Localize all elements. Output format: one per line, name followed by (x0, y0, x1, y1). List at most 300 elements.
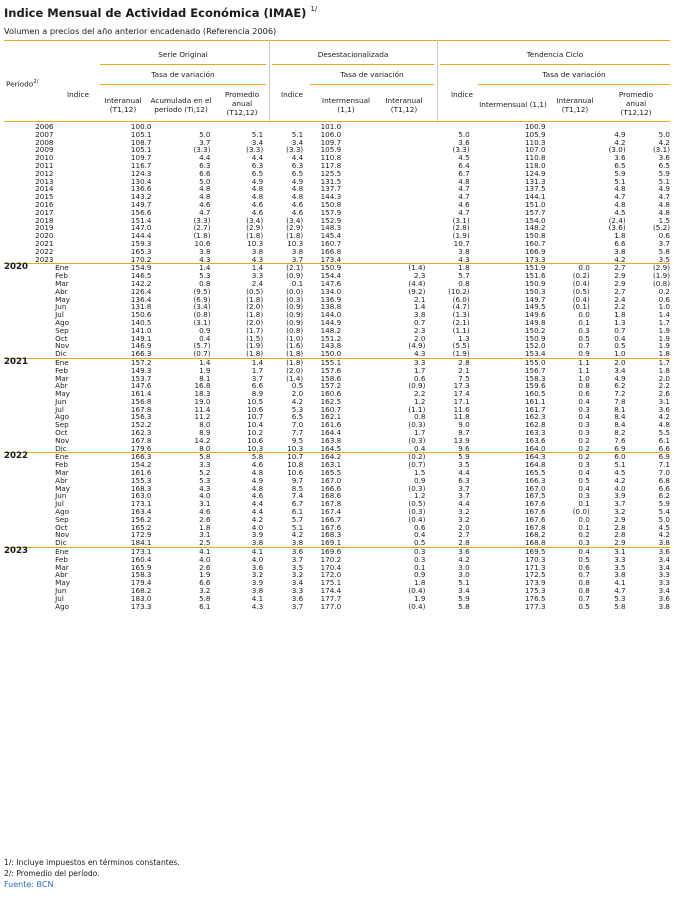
cell-tc-interanual: 3.8 (614, 570, 626, 580)
cell-de-interanual: (1.9) (452, 349, 470, 359)
cell-de-indice: 173.4 (320, 254, 342, 264)
desestacionalizada-tasa-rule (310, 84, 434, 85)
year-cell (4, 232, 27, 240)
year-cell (4, 217, 27, 225)
year-cell (4, 335, 27, 343)
cell-tc-interanual: 4.2 (614, 475, 626, 485)
cell-so-acumulada: 4.3 (251, 254, 264, 264)
cell-so-acumulada: 4.2 (251, 514, 264, 524)
cell-tc-interanual: 4.7 (614, 192, 626, 202)
cell-so-interanual: 5.8 (152, 453, 211, 461)
header-tc-interanual: Interanual (T1,12) (556, 96, 594, 114)
cell-tc-indice: 105.9 (524, 129, 546, 139)
period-label: Jun (55, 491, 67, 501)
cell-tc-promedio: 1.5 (658, 215, 670, 225)
cell-so-acumulada: 10.6 (247, 435, 264, 445)
cell-so-promedio: 4.4 (291, 153, 304, 163)
cell-tc-intermensual: (0.5) (572, 286, 590, 296)
cell-so-interanual: 4.0 (199, 491, 211, 501)
cell-tc-interanual: 8.4 (614, 412, 626, 422)
cell-tc-promedio: 7.0 (658, 468, 670, 478)
cell-de-interanual: 4.8 (458, 176, 470, 186)
cell-tc-indice: 166.3 (524, 475, 546, 485)
cell-so-promedio: 5.1 (291, 522, 304, 532)
cell-tc-intermensual: 0.8 (578, 578, 590, 588)
period-label: Abr (55, 570, 68, 580)
year-cell (4, 288, 27, 296)
year-cell (4, 595, 27, 603)
cell-de-interanual: 4.7 (458, 192, 470, 202)
cell-tc-interanual: 2.7 (590, 264, 626, 272)
header-de-intermensual: Intermensual (1,1) (321, 96, 371, 114)
cell-de-intermensual: 1.9 (414, 593, 426, 603)
cell-so-interanual: 16.8 (194, 381, 211, 391)
year-label: 2022 (4, 451, 28, 462)
cell-tc-indice: 167.5 (524, 491, 546, 501)
cell-tc-interanual: 2.2 (614, 302, 626, 312)
cell-so-indice: 165.2 (130, 522, 152, 532)
cell-so-interanual: 4.6 (199, 199, 211, 209)
cell-tc-promedio: 4.5 (658, 522, 670, 532)
cell-so-interanual: 5.8 (199, 593, 211, 603)
cell-de-indice: 166.8 (320, 246, 342, 256)
cell-tc-intermensual: 0.0 (578, 310, 590, 320)
cell-tc-interanual: (3.6) (608, 223, 626, 233)
cell-tc-promedio: 1.7 (626, 358, 670, 366)
cell-so-indice: 146.5 (130, 271, 152, 281)
cell-de-indice: 110.8 (320, 153, 342, 163)
year-cell (4, 193, 27, 201)
cell-de-interanual: 17.1 (453, 396, 470, 406)
cell-tc-indice: 164.3 (470, 453, 546, 461)
cell-de-indice: 144.0 (320, 310, 342, 320)
cell-so-promedio: (1.6) (286, 341, 304, 351)
cell-tc-interanual: (3.0) (608, 145, 626, 155)
cell-tc-promedio: 3.5 (658, 254, 670, 264)
source-note: Fuente: BCN (4, 880, 54, 889)
cell-so-interanual: 3.1 (199, 530, 211, 540)
cell-so-indice: 156.2 (130, 514, 152, 524)
cell-tc-intermensual: 0.7 (578, 593, 590, 603)
cell-so-indice: 150.6 (130, 310, 152, 320)
cell-tc-interanual: 1.0 (614, 349, 626, 359)
cell-de-intermensual: 4.3 (414, 349, 426, 359)
cell-de-intermensual: 0.3 (341, 548, 425, 556)
cell-so-promedio: 3.8 (291, 246, 304, 256)
period-label: 2013 (35, 176, 54, 186)
cell-tc-intermensual (546, 170, 590, 178)
cell-de-interanual: 6.4 (458, 160, 470, 170)
cell-so-acumulada: 4.4 (251, 499, 264, 509)
cell-de-indice: 155.1 (303, 358, 341, 366)
period-label: Ene (27, 548, 97, 556)
cell-tc-promedio: 4.2 (658, 137, 670, 147)
period-label: 2008 (35, 137, 54, 147)
cell-de-indice: 157.6 (320, 365, 342, 375)
cell-so-promedio: (0.0) (286, 286, 304, 296)
cell-de-interanual: 3.0 (458, 562, 470, 572)
cell-de-interanual: 17.3 (453, 381, 470, 391)
period-label: Dic (55, 443, 67, 453)
cell-so-acumulada: 4.9 (251, 475, 264, 485)
cell-tc-promedio: 3.8 (658, 538, 670, 548)
cell-tc-indice: 150.3 (524, 286, 546, 296)
year-cell (4, 500, 27, 508)
cell-so-interanual: 8.9 (199, 428, 211, 438)
year-label: 2020 (4, 262, 28, 273)
cell-tc-promedio: 4.7 (658, 192, 670, 202)
cell-so-acumulada: 10.6 (247, 404, 264, 414)
cell-so-indice: 116.7 (130, 160, 152, 170)
cell-de-intermensual: (0.4) (408, 514, 426, 524)
cell-tc-promedio: 1.9 (658, 333, 670, 343)
cell-de-indice: 165.5 (320, 468, 342, 478)
cell-de-indice: 143.8 (320, 341, 342, 351)
cell-de-interanual: 10.7 (453, 238, 470, 248)
cell-tc-intermensual (546, 193, 590, 201)
cell-de-indice: 175.1 (320, 578, 342, 588)
cell-de-indice: 157.2 (320, 381, 342, 391)
cell-tc-interanual: 8.4 (614, 420, 626, 430)
table-row (4, 603, 670, 611)
cell-de-indice: 154.4 (320, 271, 342, 281)
cell-so-acumulada: 2.4 (251, 278, 264, 288)
cell-de-indice: 158.6 (320, 373, 342, 383)
period-label: Jun (55, 586, 67, 596)
cell-so-promedio: 10.3 (287, 238, 304, 248)
year-cell (4, 437, 27, 445)
cell-so-indice: 156.3 (130, 412, 152, 422)
period-label: Sep (55, 325, 69, 335)
cell-de-intermensual: 1.2 (414, 396, 426, 406)
cell-so-acumulada: (0.5) (246, 286, 264, 296)
cell-tc-intermensual: 0.3 (578, 404, 590, 414)
cell-tc-interanual: 6.9 (614, 443, 626, 453)
cell-so-acumulada: 1.7 (251, 365, 264, 375)
cell-tc-promedio: 1.8 (658, 349, 670, 359)
cell-tc-indice: 149.5 (524, 302, 546, 312)
cell-tc-interanual: 3.2 (614, 507, 626, 517)
year-cell (4, 327, 27, 335)
cell-tc-promedio: 7.1 (658, 460, 670, 470)
cell-tc-interanual: 4.5 (614, 468, 626, 478)
cell-tc-promedio: 4.2 (658, 530, 670, 540)
cell-so-indice: 179.4 (130, 578, 152, 588)
cell-de-interanual: 2.7 (458, 530, 470, 540)
cell-so-promedio: 9.7 (291, 475, 304, 485)
cell-de-interanual: 3.6 (458, 137, 470, 147)
cell-de-indice: 166.6 (320, 483, 342, 493)
period-label: Jun (55, 396, 67, 406)
cell-de-indice: 148.2 (320, 325, 342, 335)
cell-de-interanual: (3.3) (452, 145, 470, 155)
cell-de-intermensual: 1.2 (414, 491, 426, 501)
cell-tc-interanual: 4.2 (614, 137, 626, 147)
cell-tc-intermensual: 0.8 (578, 381, 590, 391)
cell-tc-interanual: 5.1 (614, 460, 626, 470)
cell-so-interanual: (5.7) (193, 341, 211, 351)
cell-tc-indice: 173.3 (524, 254, 546, 264)
header-serie-original: Serie Original (158, 50, 208, 59)
cell-de-indice: 160.6 (320, 389, 342, 399)
cell-de-indice: 144.3 (320, 192, 342, 202)
cell-so-indice: 131.8 (130, 302, 152, 312)
cell-de-indice: 147.6 (320, 278, 342, 288)
cell-so-promedio: 0.1 (291, 278, 304, 288)
year-cell (4, 556, 27, 564)
cell-tc-promedio: 5.5 (658, 428, 670, 438)
cell-de-indice: 169.6 (303, 548, 341, 556)
cell-tc-promedio: 3.6 (658, 404, 670, 414)
cell-de-intermensual (341, 154, 425, 162)
cell-de-interanual: 4.4 (458, 468, 470, 478)
cell-tc-indice: 162.8 (524, 420, 546, 430)
cell-so-acumulada: (1.5) (246, 333, 264, 343)
cell-tc-indice: 110.3 (524, 137, 546, 147)
cell-so-interanual: (1.8) (193, 231, 211, 241)
cell-tc-intermensual: 0.6 (578, 562, 590, 572)
cell-tc-intermensual: 1.0 (578, 373, 590, 383)
period-label: Sep (55, 514, 69, 524)
cell-so-promedio: (3.3) (286, 145, 304, 155)
cell-de-intermensual: 2.0 (414, 333, 426, 343)
cell-de-interanual: (4.7) (452, 302, 470, 312)
cell-tc-indice: 161.7 (524, 404, 546, 414)
cell-so-indice: 147.6 (130, 381, 152, 391)
year-cell (4, 146, 27, 154)
cell-so-acumulada: (3.3) (246, 145, 264, 155)
cell-so-indice: 170.2 (130, 254, 152, 264)
cell-tc-promedio: 1.4 (658, 310, 670, 320)
cell-tc-interanual: 1.8 (614, 310, 626, 320)
cell-tc-interanual: 4.8 (614, 184, 626, 194)
cell-so-promedio: 5.7 (291, 514, 304, 524)
cell-de-indice: 152.9 (320, 215, 342, 225)
cell-so-interanual: 4.8 (199, 184, 211, 194)
cell-tc-interanual: 4.1 (614, 578, 626, 588)
cell-tc-promedio: 2.2 (658, 381, 670, 391)
cell-tc-promedio: (3.1) (652, 145, 670, 155)
cell-tc-intermensual: 0.2 (546, 453, 590, 461)
header-so-promedio: Promedio anual (T12,12) (224, 90, 260, 117)
cell-so-promedio: (1.8) (263, 358, 303, 366)
cell-so-indice: 140.5 (130, 317, 152, 327)
desestacionalizada-rule (272, 64, 434, 65)
year-cell (4, 492, 27, 500)
cell-tc-indice: 160.5 (524, 389, 546, 399)
year-cell (4, 162, 27, 170)
cell-so-acumulada: 4.4 (251, 153, 264, 163)
period-label: May (55, 578, 71, 588)
cell-de-intermensual: 0.7 (414, 317, 426, 327)
cell-de-intermensual: (0.5) (408, 499, 426, 509)
cell-so-acumulada: (1.8) (246, 310, 264, 320)
cell-de-intermensual: (0.7) (408, 460, 426, 470)
cell-de-intermensual: (0.9) (408, 381, 426, 391)
cell-de-intermensual: (0.3) (408, 483, 426, 493)
cell-de-indice: 150.8 (320, 199, 342, 209)
cell-so-promedio: 4.6 (291, 199, 304, 209)
cell-so-acumulada: 4.6 (251, 460, 264, 470)
cell-tc-promedio: 4.8 (658, 420, 670, 430)
cell-tc-intermensual: (0.1) (572, 302, 590, 312)
cell-tc-intermensual: 0.5 (578, 601, 590, 611)
cell-so-promedio: 5.1 (291, 129, 304, 139)
cell-tc-interanual: 2.9 (614, 538, 626, 548)
cell-so-interanual: 19.0 (194, 396, 211, 406)
cell-de-intermensual (341, 217, 425, 225)
cell-so-interanual: 3.1 (199, 499, 211, 509)
cell-so-promedio: 3.7 (291, 601, 304, 611)
year-cell (4, 367, 27, 375)
cell-de-interanual: 2.1 (458, 365, 470, 375)
year-cell (4, 201, 27, 209)
cell-so-promedio: 6.5 (291, 168, 304, 178)
cell-de-intermensual: (0.4) (408, 601, 426, 611)
cell-so-interanual: 2.6 (199, 562, 211, 572)
cell-tc-intermensual (546, 178, 590, 186)
cell-so-promedio: 8.5 (291, 483, 304, 493)
cell-so-acumulada: 10.3 (247, 238, 264, 248)
cell-tc-promedio: 3.4 (658, 586, 670, 596)
cell-de-interanual: 3.4 (458, 586, 470, 596)
cell-de-interanual: 3.6 (425, 548, 469, 556)
period-label: Jul (55, 499, 64, 509)
cell-tc-indice: 149.7 (524, 294, 546, 304)
cell-tc-intermensual (546, 146, 590, 154)
cell-tc-interanual: (2.4) (608, 215, 626, 225)
serie-original-rule (100, 64, 266, 65)
cell-tc-intermensual (546, 123, 590, 131)
cell-de-intermensual: (1.4) (341, 264, 425, 272)
cell-tc-intermensual: 0.3 (578, 428, 590, 438)
cell-de-indice: 167.4 (320, 507, 342, 517)
period-label: 2022 (35, 246, 54, 256)
year-cell (4, 516, 27, 524)
cell-de-indice: 101.0 (320, 122, 342, 131)
cell-so-promedio: 6.7 (291, 499, 304, 509)
cell-de-interanual: (1.3) (452, 310, 470, 320)
cell-so-acumulada: 6.5 (251, 168, 264, 178)
period-label: Abr (55, 381, 68, 391)
cell-de-interanual: 5.9 (425, 453, 469, 461)
period-label: 2018 (35, 215, 54, 225)
cell-so-interanual: 1.8 (199, 522, 211, 532)
cell-de-indice: 144.9 (320, 317, 342, 327)
cell-tc-intermensual: 0.1 (578, 522, 590, 532)
cell-tc-indice: 170.3 (524, 554, 546, 564)
cell-tc-interanual: 2.4 (614, 294, 626, 304)
cell-tc-indice: 110.8 (524, 153, 546, 163)
cell-tc-intermensual: 0.2 (578, 443, 590, 453)
cell-so-interanual: 0.9 (199, 325, 211, 335)
year-cell (4, 296, 27, 304)
cell-tc-intermensual (546, 232, 590, 240)
cell-de-intermensual: (4.9) (408, 341, 426, 351)
period-label: 2017 (35, 207, 54, 217)
cell-tc-interanual: 7.2 (614, 389, 626, 399)
cell-so-acumulada: 3.6 (251, 562, 264, 572)
cell-de-indice: 105.9 (320, 145, 342, 155)
cell-tc-interanual: 1.3 (614, 317, 626, 327)
cell-so-indice: 163.4 (130, 507, 152, 517)
period-label: Oct (55, 428, 68, 438)
header-de-indice: Indice (281, 90, 303, 99)
tendencia-ciclo-rule (440, 64, 670, 65)
cell-so-indice: 156.8 (130, 396, 152, 406)
cell-de-interanual: (2.1) (452, 317, 470, 327)
cell-so-acumulada: 10.2 (247, 428, 264, 438)
cell-tc-promedio: 1.9 (658, 325, 670, 335)
cell-de-interanual: 2.0 (458, 522, 470, 532)
cell-de-indice: 174.4 (320, 586, 342, 596)
cell-tc-intermensual: (0.4) (572, 294, 590, 304)
header-de-interanual: Interanual (T1,12) (385, 96, 423, 114)
cell-tc-intermensual (546, 248, 590, 256)
cell-de-indice: 163.8 (320, 435, 342, 445)
cell-tc-promedio: 1.7 (658, 317, 670, 327)
cell-so-indice: 166.3 (97, 453, 152, 461)
cell-de-intermensual: (0.3) (408, 435, 426, 445)
cell-so-promedio: (0.9) (286, 271, 304, 281)
period-label: Jul (55, 310, 64, 320)
cell-tc-indice: 150.9 (524, 278, 546, 288)
cell-tc-indice: 169.5 (470, 548, 546, 556)
cell-so-indice: 173.1 (97, 548, 152, 556)
cell-de-indice: 145.4 (320, 231, 342, 241)
cell-tc-promedio: 6.8 (658, 475, 670, 485)
cell-de-interanual: 7.5 (458, 373, 470, 383)
cell-so-promedio: 4.8 (291, 192, 304, 202)
cell-tc-promedio: 3.6 (626, 548, 670, 556)
period-label: Feb (55, 460, 68, 470)
cell-so-promedio: 9.5 (291, 435, 304, 445)
cell-de-intermensual: (0.3) (408, 420, 426, 430)
cell-so-indice: 147.0 (130, 223, 152, 233)
cell-tc-interanual: 5.1 (614, 176, 626, 186)
cell-so-interanual: 4.7 (199, 207, 211, 217)
year-cell (4, 421, 27, 429)
cell-tc-intermensual: 0.1 (578, 317, 590, 327)
cell-tc-interanual: 2.7 (614, 286, 626, 296)
cell-de-intermensual: 2.2 (414, 389, 426, 399)
cell-so-interanual: 4.3 (199, 254, 211, 264)
cell-so-indice: 141.0 (130, 325, 152, 335)
cell-tc-interanual: 6.5 (614, 160, 626, 170)
period-label: May (55, 483, 71, 493)
cell-de-indice: 134.0 (320, 286, 342, 296)
year-cell (4, 587, 27, 595)
cell-tc-promedio: 6.6 (658, 483, 670, 493)
cell-de-indice: 162.1 (320, 412, 342, 422)
period-label: 2023 (35, 254, 54, 264)
cell-so-interanual: 10.6 (194, 238, 211, 248)
cell-tc-promedio: (2.9) (626, 264, 670, 272)
cell-de-indice: 150.0 (320, 349, 342, 359)
cell-so-promedio: (1.0) (286, 333, 304, 343)
cell-so-interanual: 5.0 (199, 129, 211, 139)
cell-de-intermensual: 0.4 (414, 530, 426, 540)
year-cell (4, 375, 27, 383)
cell-tc-indice: 167.6 (524, 499, 546, 509)
cell-tc-promedio: 4.8 (658, 199, 670, 209)
cell-so-acumulada: (1.9) (246, 341, 264, 351)
cell-tc-indice: 165.5 (524, 468, 546, 478)
cell-tc-indice: 137.5 (524, 184, 546, 194)
cell-de-interanual: 4.5 (458, 153, 470, 163)
cell-de-interanual: 1.3 (458, 333, 470, 343)
cell-de-indice: 137.7 (320, 184, 342, 194)
